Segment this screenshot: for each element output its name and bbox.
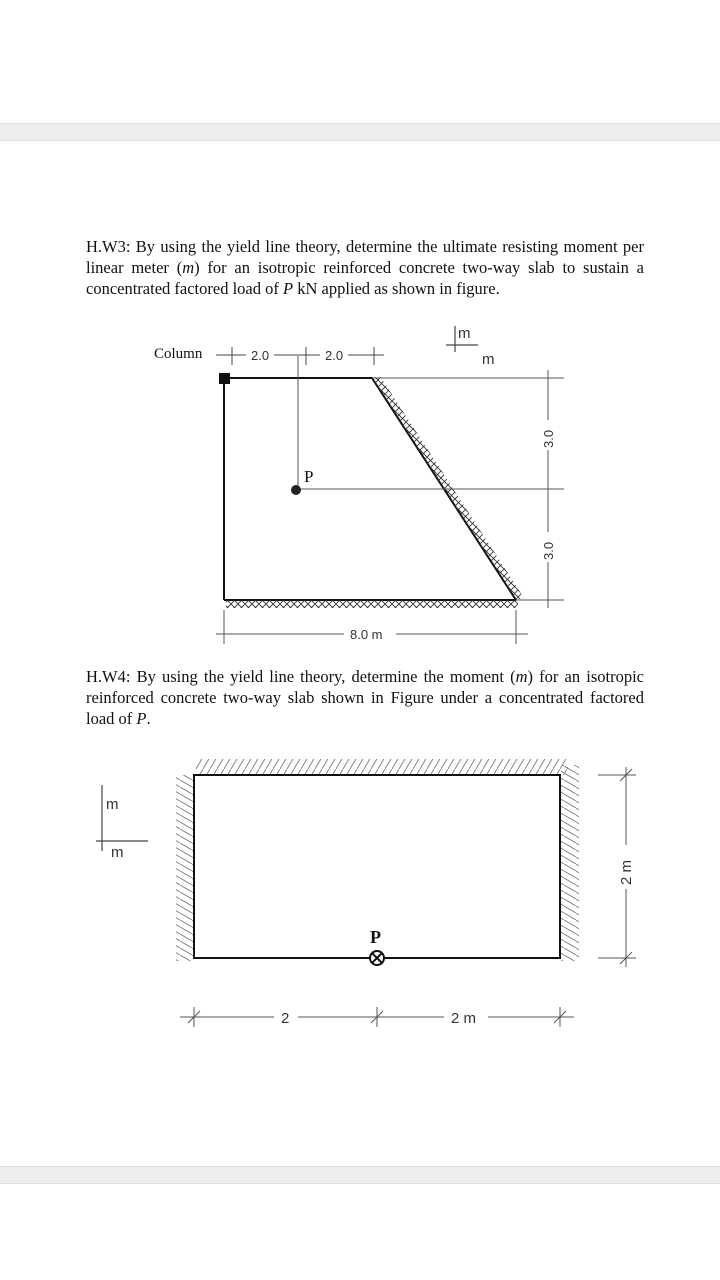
hw3-dim-right-1: 3.0 <box>541 429 556 448</box>
hw3-dim-top-2: 2.0 <box>325 348 344 363</box>
hw3-text-suffix: kN applied as shown in figure. <box>293 279 500 298</box>
hw4-text-prefix: H.W4: By using the yield line theory, determine the moment ( <box>86 667 516 686</box>
hw4-moment-top-label: m <box>106 796 119 813</box>
hw4-text-mid: ) for an isotropic reinforced concrete two-way slab shown in Figure under a concentrated factored load of <box>86 667 644 728</box>
hw3-moment-top-label: m <box>458 325 471 342</box>
hw4-problem-text <box>86 666 644 729</box>
hw3-text-mid: ) for an isotropic reinforced concrete two-way slab to sustain a concentrated factored load of <box>86 258 645 298</box>
hw3-problem-text <box>86 236 644 299</box>
hw3-text-prefix: H.W3: By using the yield line theory, determine the ultimate resisting moment per linear meter ( <box>86 237 644 277</box>
hw3-var-m: m <box>182 258 195 277</box>
hw4-left-support-hatch <box>176 775 194 961</box>
hw4-dim-bottom-2: 2 m <box>451 1010 477 1027</box>
hw3-var-p: P <box>282 279 294 298</box>
hw3-bottom-support-hatch <box>226 600 518 608</box>
hw3-dim-bottom: 8.0 m <box>350 627 383 642</box>
top-page-divider <box>0 123 720 141</box>
hw4-var-p: P <box>136 709 147 728</box>
hw3-load-point-icon <box>291 485 301 495</box>
hw4-dim-bottom-1: 2 <box>281 1010 290 1027</box>
hw3-load-label: P <box>304 467 314 486</box>
hw4-figure <box>0 745 720 1045</box>
hw3-moment-side-label: m <box>482 351 495 368</box>
hw4-load-label: P <box>370 927 381 947</box>
hw3-dim-top-1: 2.0 <box>251 348 270 363</box>
hw4-var-m: m <box>515 667 528 686</box>
hw4-right-support-hatch <box>561 765 579 961</box>
hw3-figure <box>0 310 720 650</box>
hw3-column-square <box>219 373 230 384</box>
hw3-dim-right-2: 3.0 <box>541 541 556 560</box>
hw4-moment-side-label: m <box>111 844 124 861</box>
hw4-top-support-hatch <box>196 759 568 775</box>
hw4-dim-right: 2 m <box>618 859 635 885</box>
bottom-page-divider <box>0 1166 720 1184</box>
hw4-text-suffix: . <box>146 709 151 728</box>
hw3-inclined-support-hatch <box>372 376 524 600</box>
hw3-column-label: Column <box>154 346 203 362</box>
